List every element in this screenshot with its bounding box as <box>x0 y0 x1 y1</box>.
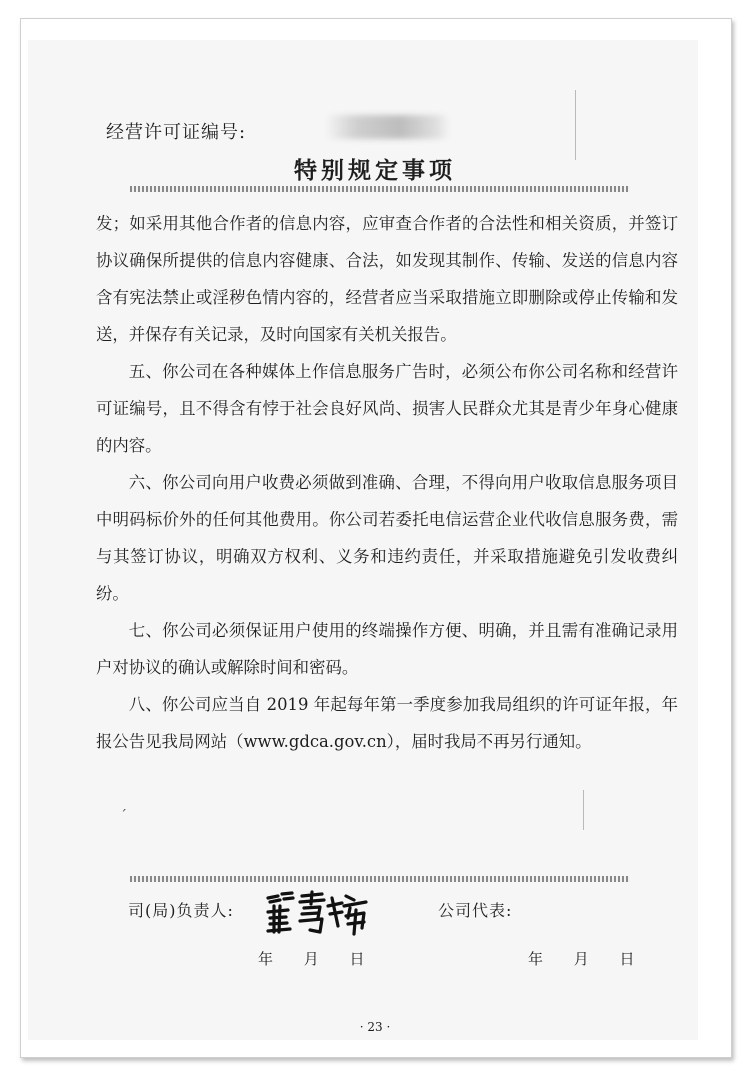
page-title: 特别规定事项 <box>294 157 456 184</box>
page-number: · 23 · <box>359 1020 391 1034</box>
paragraph-item-6: 六、你公司向用户收费必须做到准确、合理，不得向用户收取信息服务项目中明码标价外的任何其他费用。你公司若委托电信运营企业代收信息服务费，需与其签订协议，明确双方权利、义务和违约责任，并采取措施避免引发收费纠纷。 <box>96 473 678 603</box>
bureau-date-line: 年 月 日 <box>258 950 366 968</box>
paragraph-item-5: 五、你公司在各种媒体上作信息服务广告时，必须公布你公司名称和经营许可证编号，且不得含有悖于社会良好风尚、损害人民群众尤其是青少年身心健康的内容。 <box>96 362 678 455</box>
paper-crease <box>583 790 584 830</box>
paragraph-item-7: 七、你公司必须保证用户使用的终端操作方便、明确，并且需有准确记录用户对协议的确认或解除时间和密码。 <box>96 621 678 677</box>
paragraph-continuation: 发；如采用其他合作者的信息内容，应审查合作者的合法性和相关资质，并签订协议确保所提供的信息内容健康、合法，如发现其制作、传输、发送的信息内容含有宪法禁止或淫秽色情内容的，经营者应当采取措施立即删除或停止传输和发送，并保存有关记录，及时向国家有关机关报告。 <box>96 214 678 344</box>
license-number-label: 经营许可证编号: <box>106 122 247 143</box>
paper-crease <box>575 90 576 160</box>
document-body <box>96 205 678 760</box>
bureau-signatory-label: 司(局)负责人: <box>128 901 234 920</box>
company-representative-label: 公司代表: <box>438 901 513 920</box>
handwritten-signature <box>262 888 372 938</box>
title-divider <box>130 186 630 192</box>
stray-mark: ˊ <box>120 808 127 824</box>
paragraph-item-8: 八、你公司应当自 2019 年起每年第一季度参加我局组织的许可证年报，年报公告见我局网站（www.gdca.gov.cn），届时我局不再另行通知。 <box>96 695 678 751</box>
signature-divider <box>130 876 630 882</box>
redacted-license-number <box>325 115 450 139</box>
company-date-line: 年 月 日 <box>528 950 636 968</box>
